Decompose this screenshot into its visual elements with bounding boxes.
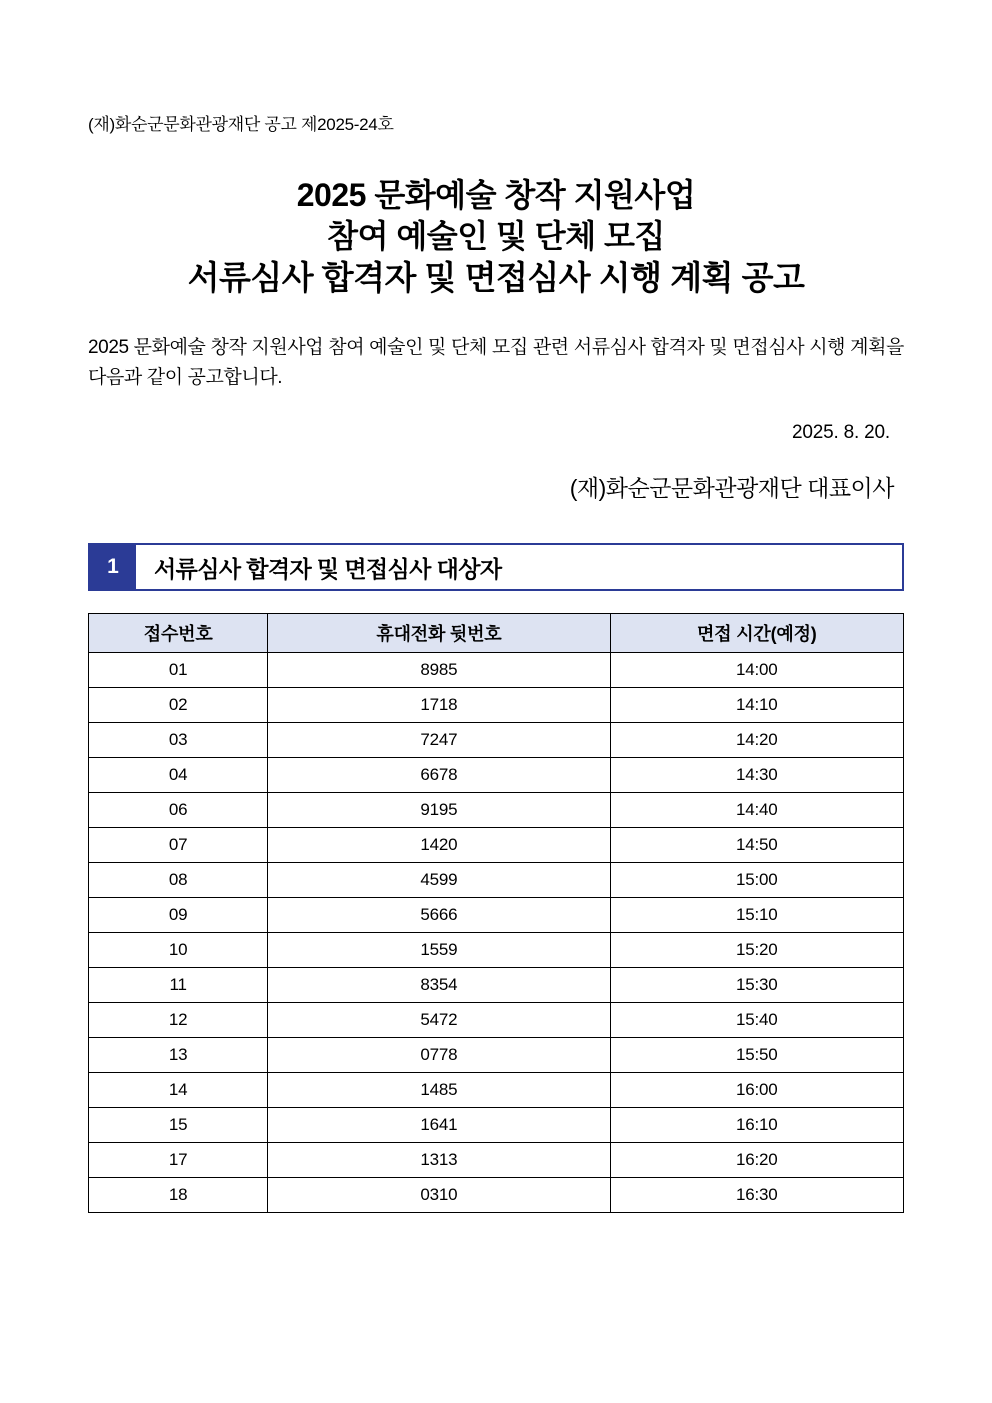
section-title: 서류심사 합격자 및 면접심사 대상자 <box>154 555 502 582</box>
cell-receipt-number: 01 <box>89 653 268 688</box>
cell-interview-time: 15:20 <box>610 933 903 968</box>
table-row <box>89 863 904 898</box>
column-header-receipt-number: 접수번호 <box>89 614 268 653</box>
cell-receipt-number: 14 <box>89 1073 268 1108</box>
cell-phone-suffix: 5666 <box>268 898 610 933</box>
table-row <box>89 688 904 723</box>
table-row <box>89 723 904 758</box>
cell-interview-time: 16:20 <box>610 1143 903 1178</box>
announcement-date: 2025. 8. 20. <box>792 422 890 444</box>
cell-interview-time: 15:00 <box>610 863 903 898</box>
document-number: (재)화순군문화관광재단 공고 제2025-24호 <box>88 115 394 134</box>
table-row <box>89 1178 904 1213</box>
table-row <box>89 933 904 968</box>
cell-receipt-number: 02 <box>89 688 268 723</box>
section-number: 1 <box>90 545 136 589</box>
cell-receipt-number: 07 <box>89 828 268 863</box>
cell-phone-suffix: 6678 <box>268 758 610 793</box>
title-line-3: 서류심사 합격자 및 면접심사 시행 계획 공고 <box>187 258 805 296</box>
cell-interview-time: 14:40 <box>610 793 903 828</box>
table-row <box>89 758 904 793</box>
table-row <box>89 793 904 828</box>
table-row <box>89 898 904 933</box>
table-body <box>89 653 904 1213</box>
cell-interview-time: 15:50 <box>610 1038 903 1073</box>
cell-receipt-number: 13 <box>89 1038 268 1073</box>
cell-receipt-number: 11 <box>89 968 268 1003</box>
title-line-1: 2025 문화예술 창작 지원사업 <box>296 177 696 213</box>
cell-phone-suffix: 1718 <box>268 688 610 723</box>
applicants-table <box>88 613 904 1213</box>
table-row <box>89 653 904 688</box>
cell-phone-suffix: 1485 <box>268 1073 610 1108</box>
column-header-phone-suffix: 휴대전화 뒷번호 <box>268 614 610 653</box>
cell-interview-time: 14:00 <box>610 653 903 688</box>
table-row <box>89 1108 904 1143</box>
table-row <box>89 1003 904 1038</box>
cell-receipt-number: 15 <box>89 1108 268 1143</box>
cell-interview-time: 16:00 <box>610 1073 903 1108</box>
cell-interview-time: 16:10 <box>610 1108 903 1143</box>
cell-receipt-number: 09 <box>89 898 268 933</box>
cell-interview-time: 14:10 <box>610 688 903 723</box>
table-row <box>89 1073 904 1108</box>
cell-phone-suffix: 1641 <box>268 1108 610 1143</box>
table-header-row <box>89 614 904 653</box>
table-row <box>89 1038 904 1073</box>
table-row <box>89 828 904 863</box>
cell-interview-time: 14:50 <box>610 828 903 863</box>
cell-phone-suffix: 8354 <box>268 968 610 1003</box>
cell-interview-time: 14:20 <box>610 723 903 758</box>
title-line-2: 참여 예술인 및 단체 모집 <box>327 217 665 254</box>
table-row <box>89 1143 904 1178</box>
cell-phone-suffix: 1313 <box>268 1143 610 1178</box>
cell-phone-suffix: 8985 <box>268 653 610 688</box>
cell-phone-suffix: 7247 <box>268 723 610 758</box>
cell-phone-suffix: 1420 <box>268 828 610 863</box>
column-header-interview-time: 면접 시간(예정) <box>610 614 903 653</box>
cell-interview-time: 15:40 <box>610 1003 903 1038</box>
cell-phone-suffix: 4599 <box>268 863 610 898</box>
cell-interview-time: 14:30 <box>610 758 903 793</box>
cell-receipt-number: 04 <box>89 758 268 793</box>
cell-receipt-number: 17 <box>89 1143 268 1178</box>
section-header <box>88 543 904 591</box>
cell-phone-suffix: 9195 <box>268 793 610 828</box>
cell-phone-suffix: 0310 <box>268 1178 610 1213</box>
cell-receipt-number: 08 <box>89 863 268 898</box>
cell-phone-suffix: 5472 <box>268 1003 610 1038</box>
document-title <box>88 175 904 299</box>
cell-interview-time: 15:30 <box>610 968 903 1003</box>
cell-receipt-number: 10 <box>89 933 268 968</box>
intro-paragraph: 2025 문화예술 창작 지원사업 참여 예술인 및 단체 모집 관련 서류심사 합격자 및 면접심사 시행 계획을 다음과 같이 공고합니다. <box>88 337 904 388</box>
cell-receipt-number: 18 <box>89 1178 268 1213</box>
cell-receipt-number: 12 <box>89 1003 268 1038</box>
table-row <box>89 968 904 1003</box>
cell-receipt-number: 06 <box>89 793 268 828</box>
issuer-name: (재)화순군문화관광재단 대표이사 <box>569 475 894 502</box>
cell-interview-time: 15:10 <box>610 898 903 933</box>
cell-interview-time: 16:30 <box>610 1178 903 1213</box>
cell-receipt-number: 03 <box>89 723 268 758</box>
cell-phone-suffix: 1559 <box>268 933 610 968</box>
cell-phone-suffix: 0778 <box>268 1038 610 1073</box>
